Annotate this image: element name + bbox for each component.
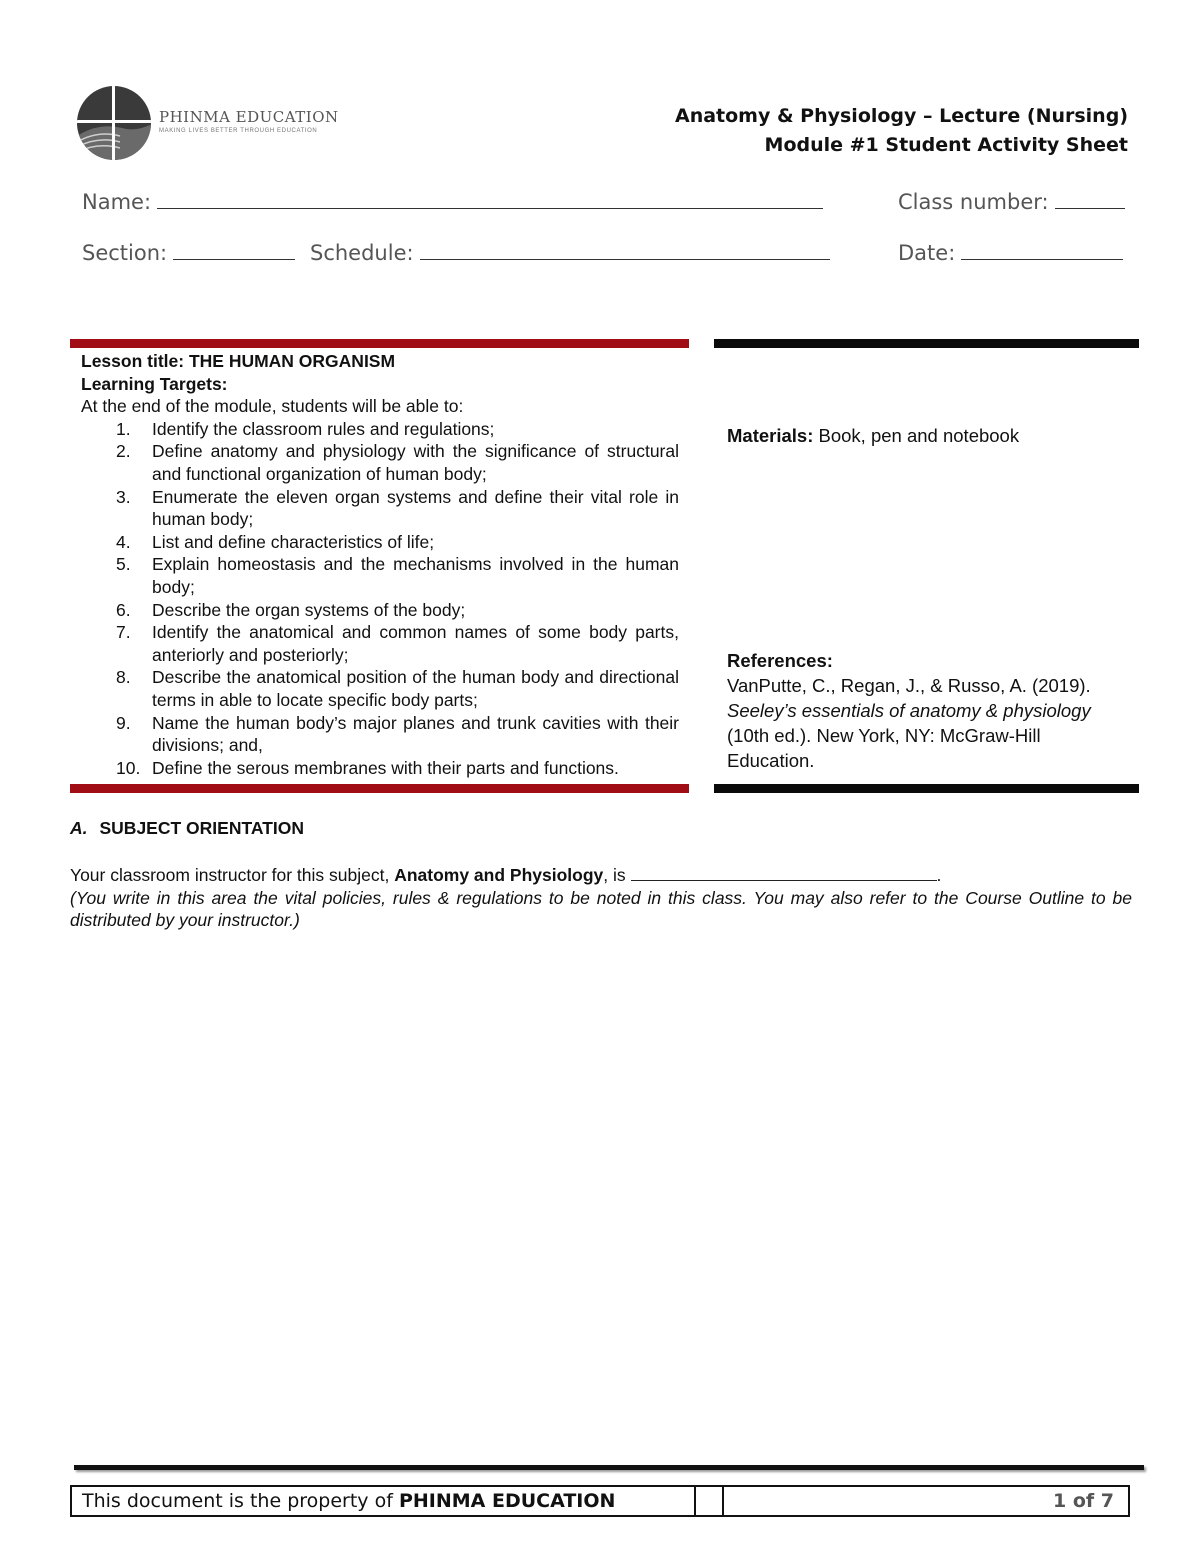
lesson-title-value: THE HUMAN ORGANISM — [188, 351, 396, 371]
list-item: 6. Describe the organ systems of the body; — [116, 599, 466, 620]
section-label: Section: — [82, 241, 168, 265]
references — [727, 648, 1127, 773]
class-number-label: Class number: — [898, 190, 1049, 214]
list-item: 8. Describe the anatomical position of the human body and directional terms in able to locate specific body parts; — [116, 667, 679, 710]
section-a-body — [70, 864, 1132, 932]
learning-targets-list — [81, 418, 679, 780]
subject-name: Anatomy and Physiology — [394, 865, 604, 885]
list-item: 4. List and define characteristics of life; — [116, 531, 435, 552]
lesson-title — [81, 350, 679, 373]
date-label: Date: — [898, 241, 956, 265]
name-field[interactable] — [82, 188, 823, 214]
instructor-blank[interactable] — [631, 864, 937, 881]
list-item: 9. Name the human body’s major planes and trunk cavities with their divisions; and, — [116, 712, 679, 756]
page-number: 1 of 7 — [1053, 1490, 1114, 1512]
section-a-letter: A. — [70, 818, 88, 838]
name-blank[interactable] — [157, 188, 823, 209]
footer — [70, 1485, 1130, 1517]
learning-targets-heading: Learning Targets: — [81, 373, 228, 394]
lesson-top-rule — [70, 339, 689, 348]
property-notice: This document is the property of PHINMA EDUCATION — [82, 1490, 616, 1512]
property-owner: PHINMA EDUCATION — [398, 1490, 616, 1512]
lesson-title-label: Lesson title: — [81, 351, 185, 371]
materials-bottom-rule — [714, 784, 1139, 793]
list-item: 10. Define the serous membranes with their parts and functions. — [116, 757, 619, 778]
logo-name: PHINMA EDUCATION — [159, 108, 339, 126]
schedule-field[interactable] — [310, 239, 830, 265]
name-label: Name: — [82, 190, 152, 214]
learning-targets-intro: At the end of the module, students will be able to: — [81, 396, 464, 417]
references-heading: References: — [727, 650, 833, 671]
materials-value: Book, pen and notebook — [818, 425, 1020, 446]
document-title — [675, 102, 1128, 160]
list-item: 3. Enumerate the eleven organ systems and define their vital role in human body; — [116, 486, 679, 530]
logo-tagline: MAKING LIVES BETTER THROUGH EDUCATION — [159, 128, 318, 134]
reference-citation: VanPutte, C., Regan, J., & Russo, A. (2019). Seeley’s essentials of anatomy & physiology (10th ed.). New York, NY: McGraw-Hill Education. — [727, 675, 1091, 771]
logo-globe-icon — [74, 84, 154, 162]
phinma-logo — [74, 84, 339, 162]
class-number-blank[interactable] — [1055, 188, 1125, 209]
section-a-note: (You write in this area the vital policies, rules & regulations to be noted in this class. You may also refer to the Course Outline to be distributed by your instructor.) — [70, 887, 1132, 931]
footer-divider — [694, 1487, 696, 1515]
class-number-field[interactable] — [898, 188, 1125, 214]
section-a-heading — [70, 818, 304, 839]
list-item: 7. Identify the anatomical and common names of some body parts, anteriorly and posteriorly; — [116, 622, 679, 665]
section-a-title: SUBJECT ORIENTATION — [99, 818, 304, 838]
instructor-line: Your classroom instructor for this subject, Anatomy and Physiology, is . — [70, 865, 942, 885]
reference-book-title: Seeley’s essentials of anatomy & physiology — [727, 700, 1091, 721]
materials-top-rule — [714, 339, 1139, 348]
section-field[interactable] — [82, 239, 295, 265]
schedule-blank[interactable] — [420, 239, 830, 260]
schedule-label: Schedule: — [310, 241, 414, 265]
list-item: 1. Identify the classroom rules and regulations; — [116, 418, 495, 439]
footer-divider — [722, 1487, 724, 1515]
list-item: 2. Define anatomy and physiology with the significance of structural and functional organization of human body; — [116, 441, 679, 484]
section-blank[interactable] — [173, 239, 295, 260]
course-title: Anatomy & Physiology – Lecture (Nursing) — [674, 105, 1128, 127]
materials-label: Materials: — [727, 425, 814, 446]
module-title: Module #1 Student Activity Sheet — [764, 134, 1128, 156]
lesson-bottom-rule — [70, 784, 689, 793]
date-field[interactable] — [898, 239, 1123, 265]
footer-rule — [74, 1465, 1144, 1470]
lesson-panel — [81, 350, 679, 779]
list-item: 5. Explain homeostasis and the mechanisms involved in the human body; — [116, 554, 679, 597]
materials — [727, 425, 1019, 447]
date-blank[interactable] — [961, 239, 1123, 260]
